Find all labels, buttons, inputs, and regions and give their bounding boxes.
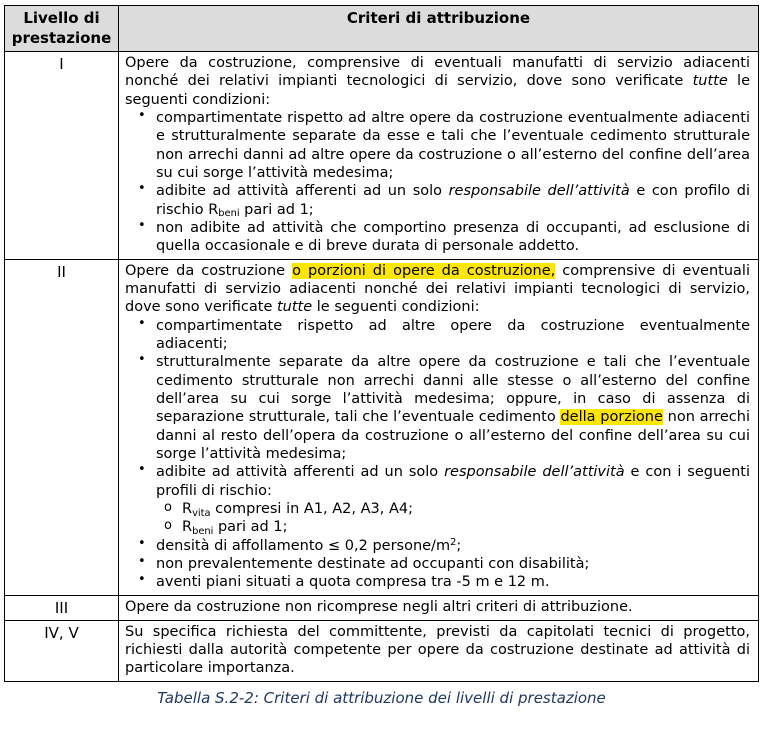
performance-level-cell: I <box>5 52 119 260</box>
bullet-icon: • <box>138 217 146 233</box>
bullet-icon: • <box>138 181 146 197</box>
bullet-item: • compartimentate rispetto ad altre opere da costruzione eventualmente adiacenti e strutturalmente separate da esse e tali che l’eventuale cedimento strutturale non arrechi danni ad altre opere da costruzione o all’esterno del confine dell’area su cui sorge l’attività medesima; <box>138 107 750 181</box>
bullet-icon: • <box>138 553 146 569</box>
bullet-item: • adibite ad attività afferenti ad un solo responsabile dell’attività e con profilo di rischio $R_{beni}$ pari ad 1; <box>138 181 750 220</box>
table-row <box>5 52 759 260</box>
circle-bullet-icon: o <box>164 518 172 534</box>
bullet-item: • strutturalmente separate da altre opere da costruzione e tali che l’eventuale cedimento strutturale non arrechi danni alle stesse o all’esterno del confine dell’area su cui sorge l’attività medesima; oppure, in caso di assenza di separazione strutturale, tali che l’eventuale cedimento della porzione non arrechi danni al resto dell’opera da costruzione o all’esterno del confine dell’area su cui sorge l’attività medesima; <box>138 352 750 462</box>
paragraph: Su specifica richiesta del committente, previsti da capitolati tecnici di progetto, richiesti dalla autorità competente per opere da costruzione destinate ad attività di particolare importanza. <box>125 623 750 677</box>
criteria-cell <box>119 595 759 620</box>
bullet-item: • densità di affollamento ≤ 0,2 persone/$m^2$; <box>138 535 462 554</box>
table-caption: Tabella S.2-2: Criteri di attribuzione dei livelli di prestazione <box>157 688 606 707</box>
bullet-icon: • <box>138 315 146 331</box>
table-row <box>5 595 759 620</box>
header-row <box>5 6 759 52</box>
bullet-icon: • <box>138 572 146 588</box>
header-cell-livello-di-prestazione: Livello di prestazione <box>5 6 119 52</box>
paragraph: Opere da costruzione o porzioni di opere da costruzione, comprensive di eventuali manufatti di servizio adiacenti nonché dei relativi impianti tecnologici di servizio, dove sono verificate tutte le seguenti condizioni: <box>125 262 750 316</box>
bullet-icon: • <box>138 535 146 551</box>
paragraph: Opere da costruzione non ricomprese negli altri criteri di attribuzione. <box>125 598 633 615</box>
performance-level-cell: III <box>5 595 119 620</box>
bullet-icon: • <box>138 352 146 368</box>
performance-level-cell: IV, V <box>5 620 119 681</box>
circle-bullet-icon: o <box>164 499 172 515</box>
bullet-item: • adibite ad attività afferenti ad un solo responsabile dell’attività e con i seguenti profili di rischio: <box>138 462 750 499</box>
bullet-item: • compartimentate rispetto ad altre opere da costruzione eventualmente adiacenti; <box>138 315 750 352</box>
performance-level-cell: II <box>5 259 119 595</box>
header-cell-criteri-di-attribuzione: Criteri di attribuzione <box>119 6 759 52</box>
criteria-table <box>4 5 759 682</box>
table-body <box>5 52 759 682</box>
criteria-cell <box>119 52 759 260</box>
highlighted-text: o porzioni di opere da costruzione, <box>292 262 556 279</box>
bullet-item: • non prevalentemente destinate ad occupanti con disabilità; <box>138 553 590 572</box>
sub-bullet-item: o $R_{beni}$ pari ad 1; <box>164 518 288 537</box>
table-row <box>5 620 759 681</box>
bullet-icon: • <box>138 462 146 478</box>
bullet-item: • non adibite ad attività che comportino presenza di occupanti, ad esclusione di quella occasionale e di breve durata di personale addetto. <box>138 217 750 255</box>
bullet-item: • aventi piani situati a quota compresa tra -5 m e 12 m. <box>138 572 550 591</box>
highlighted-text: della porzione <box>560 409 663 426</box>
sub-bullet-item: o $R_{vita}$ compresi in A1, A2, A3, A4; <box>164 499 414 519</box>
paragraph: Opere da costruzione, comprensive di eventuali manufatti di servizio adiacenti nonché dei relativi impianti tecnologici di servizio, dove sono verificate tutte le seguenti condizioni: <box>125 55 750 108</box>
criteria-cell <box>119 259 759 595</box>
table-row <box>5 259 759 595</box>
criteria-cell <box>119 620 759 681</box>
bullet-icon: • <box>138 107 146 123</box>
